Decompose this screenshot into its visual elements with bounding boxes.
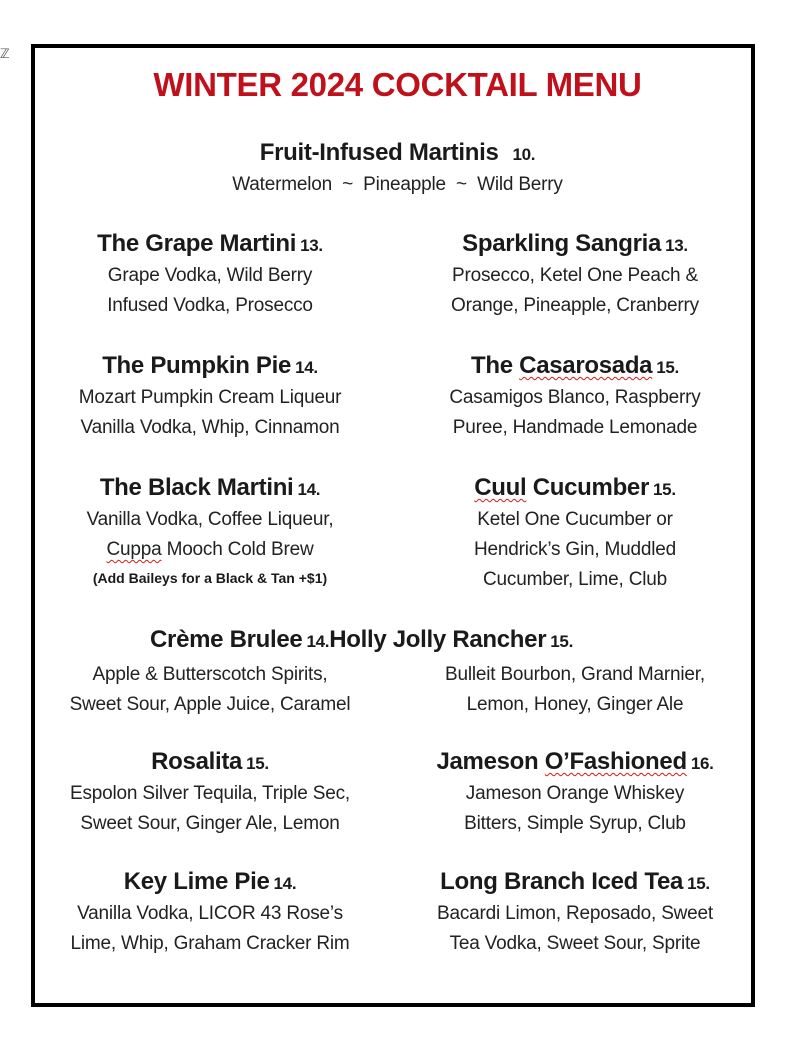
- item-desc-line: Lime, Whip, Graham Cracker Rim: [70, 933, 350, 954]
- featured-name: Fruit-Infused Martinis: [259, 139, 499, 166]
- item-name: Sparkling Sangria: [462, 230, 662, 257]
- item-name: Key Lime Pie: [123, 868, 270, 895]
- item-desc-line: Ketel One Cucumber or: [477, 509, 673, 530]
- featured-item: [0, 138, 795, 200]
- item-desc-line: Sweet Sour, Ginger Ale, Lemon: [80, 813, 340, 834]
- item-desc-line: Orange, Pineapple, Cranberry: [451, 295, 699, 316]
- item-name-creme-brulee: Crème Brulee: [150, 626, 303, 653]
- item-desc-line: [40, 535, 380, 565]
- item-desc-line: Vanilla Vodka, LICOR 43 Rose’s: [77, 903, 343, 924]
- item-note: (Add Baileys for a Black & Tan +$1): [92, 570, 328, 586]
- item-desc-line: Casamigos Blanco, Raspberry: [449, 387, 701, 408]
- item-price: 15.: [656, 358, 679, 377]
- item-price: 14.: [297, 480, 321, 499]
- menu-item-holly-jolly-rancher: [405, 660, 745, 720]
- item-desc-underlined: Cuppa: [106, 539, 162, 560]
- featured-price: 10.: [512, 145, 536, 164]
- item-desc-line: Vanilla Vodka, Whip, Cinnamon: [80, 417, 340, 438]
- item-desc-line: Infused Vodka, Prosecco: [107, 295, 313, 316]
- featured-name-line: [0, 138, 795, 170]
- menu-item-black-martini: [40, 473, 380, 591]
- item-desc-line: Apple & Butterscotch Spirits,: [92, 664, 328, 685]
- item-desc-line: Jameson Orange Whiskey: [465, 783, 685, 804]
- item-desc-line: Puree, Handmade Lemonade: [452, 417, 698, 438]
- item-name-holly-jolly: Holly Jolly Rancher: [329, 626, 547, 653]
- featured-flavors: Watermelon ~ Pineapple ~ Wild Berry: [232, 174, 563, 195]
- item-name-underlined: Cuul: [474, 474, 527, 501]
- item-desc-line: Sweet Sour, Apple Juice, Caramel: [69, 694, 351, 715]
- item-desc-line: Bulleit Bourbon, Grand Marnier,: [445, 664, 705, 685]
- item-desc-line: Bitters, Simple Syrup, Club: [464, 813, 686, 834]
- item-desc-line: Bacardi Limon, Reposado, Sweet: [437, 903, 713, 924]
- item-price-holly-jolly: 15.: [550, 632, 573, 651]
- menu-title: WINTER 2024 COCKTAIL MENU: [153, 66, 642, 103]
- item-name: The Grape Martini: [97, 230, 297, 257]
- item-price-creme-brulee: 14.: [306, 632, 330, 651]
- menu-item-pumpkin-pie: [40, 351, 380, 443]
- item-desc-line: Lemon, Honey, Ginger Ale: [466, 694, 684, 715]
- item-name: Long Branch Iced Tea: [440, 868, 684, 895]
- menu-item-rosalita: [40, 747, 380, 839]
- item-price: 15.: [653, 480, 676, 499]
- item-name: Rosalita: [151, 748, 243, 775]
- item-desc-line: Vanilla Vodka, Coffee Liqueur,: [86, 509, 334, 530]
- item-desc-rest: Mooch Cold Brew: [161, 539, 314, 560]
- item-name-rest: Cucumber: [526, 474, 650, 501]
- item-desc-line: Hendrick’s Gin, Muddled: [473, 539, 677, 560]
- item-price: 13.: [665, 236, 688, 255]
- menu-item-creme-brulee: [40, 660, 380, 720]
- menu-item-key-lime-pie: [40, 867, 380, 959]
- menu-item-grape-martini: [40, 229, 380, 321]
- item-price: 14.: [295, 358, 318, 377]
- item-name-underlined: Casarosada: [519, 352, 653, 379]
- menu-item-sparkling-sangria: [405, 229, 745, 321]
- item-name-prefix: The: [471, 352, 520, 379]
- corner-mark-icon: ℤ: [0, 46, 10, 61]
- menu-item-jameson-ofashioned: [405, 747, 745, 839]
- item-name-underlined: O’Fashioned: [544, 748, 687, 775]
- item-price: 16.: [690, 754, 714, 773]
- item-price: 15.: [687, 874, 710, 893]
- item-desc-line: Prosecco, Ketel One Peach &: [452, 265, 698, 286]
- menu-item-casarosada: [405, 351, 745, 443]
- item-name-prefix: Jameson: [436, 748, 545, 775]
- item-desc-line: Tea Vodka, Sweet Sour, Sprite: [449, 933, 701, 954]
- menu-item-cuul-cucumber: [405, 473, 745, 595]
- item-desc-line: Grape Vodka, Wild Berry: [107, 265, 313, 286]
- item-price: 13.: [300, 236, 323, 255]
- menu-item-long-branch-iced-tea: [405, 867, 745, 959]
- item-price: 14.: [273, 874, 297, 893]
- item-desc-line: Espolon Silver Tequila, Triple Sec,: [70, 783, 350, 804]
- item-desc-line: Cucumber, Lime, Club: [483, 569, 667, 590]
- row-title-creme-holly: [150, 625, 650, 657]
- item-name: The Black Martini: [99, 474, 294, 501]
- item-price: 15.: [246, 754, 269, 773]
- item-desc-line: Mozart Pumpkin Cream Liqueur: [78, 387, 342, 408]
- item-name: The Pumpkin Pie: [102, 352, 292, 379]
